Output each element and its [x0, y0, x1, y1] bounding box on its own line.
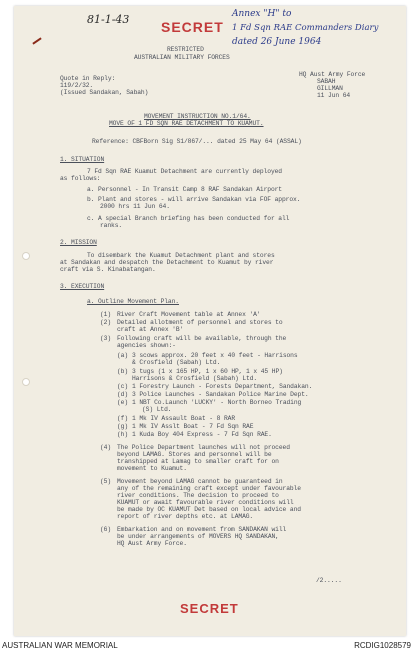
item-4-number: (4)	[100, 444, 112, 451]
item-4-line-1: The Police Department launches will not proceed	[117, 444, 290, 451]
item-6-number: (6)	[100, 526, 112, 533]
item-3e-line-1: 1 NBT Co.Launch 'LUCKY' - North Borneo Trading	[132, 399, 302, 406]
item-3-line-1: Following craft will be available, through the	[117, 335, 287, 342]
quote-label: Quote in Reply:	[60, 75, 116, 82]
item-2-line-1: Detailed allotment of personnel and stores to	[117, 319, 283, 326]
restricted-mark: RESTRICTED	[167, 46, 204, 53]
item-3e-line-2: (S) Ltd.	[142, 406, 172, 413]
page-continuation: /2.....	[316, 577, 342, 584]
punch-hole-bottom	[22, 378, 30, 386]
item-3c-number: (c)	[117, 383, 129, 390]
section-1-intro-2: as follows:	[60, 175, 101, 182]
item-5-line-6: report of river depths etc. at LAMAG.	[117, 513, 254, 520]
title-line-2: MOVE OF 1 FD SQN RAE DETACHMENT TO KUAMUT.	[109, 120, 264, 127]
hq-date: 11 Jun 64	[317, 92, 351, 99]
item-6-line-2: be under arrangements of MOVERS HQ SANDAKAN,	[117, 533, 279, 540]
item-5-line-3: river conditions. The decision to proceed to	[117, 492, 279, 499]
item-3f-number: (f)	[117, 415, 129, 422]
quote-place: (Issued Sandakan, Sabah)	[60, 89, 149, 96]
item-3d-number: (d)	[117, 391, 129, 398]
section-2-line-3: craft via S. Kinabatangan.	[60, 266, 156, 273]
item-2-line-2: craft at Annex 'B'	[117, 326, 184, 333]
section-1-item-b-2: 2000 hrs 11 Jun 64.	[100, 203, 170, 210]
item-3a-line-2: & Crosfield (Sabah) Ltd.	[132, 359, 221, 366]
section-1-item-c-2: ranks.	[100, 222, 123, 229]
annex-annotation: Annex "H" to	[232, 9, 292, 19]
item-3-line-2: agencies shown:-	[117, 342, 176, 349]
staple-mark	[32, 37, 41, 44]
item-6-line-1: Embarkation and on movement from SANDAKAN will	[117, 526, 287, 533]
dated-annotation: dated 26 June 1964	[232, 37, 322, 47]
section-2-line-2: at Sandakan and despatch the Detachment to Kuamut by river	[60, 259, 274, 266]
hq-line-1: HQ Aust Army Force	[299, 71, 366, 78]
item-3h-number: (h)	[117, 431, 129, 438]
item-3e-number: (e)	[117, 399, 129, 406]
item-4-line-3: transhipped at Lamag to smaller craft for on	[117, 458, 279, 465]
item-5-line-5: be made by OC KUAMUT Det based on local advice and	[117, 506, 301, 513]
footer-archive-name: AUSTRALIAN WAR MEMORIAL	[2, 641, 118, 650]
section-1-item-a: a. Personnel - In Transit Camp 8 RAF Sandakan Airport	[87, 186, 282, 193]
corner-reference: 81-1-43	[87, 13, 130, 26]
item-1-number: (1)	[100, 311, 112, 318]
section-1-title: 1. SITUATION	[60, 156, 105, 163]
item-3a-number: (a)	[117, 352, 129, 359]
item-3c-line-1: 1 Forestry Launch - Forests Department, Sandakan.	[132, 383, 313, 390]
section-1-intro-1: 7 Fd Sqn RAE Kuamut Detachment are currently deployed	[87, 168, 282, 175]
document-page	[14, 6, 406, 636]
organisation: AUSTRALIAN MILITARY FORCES	[134, 54, 230, 61]
item-1-line-1: River Craft Movement table at Annex 'A'	[117, 311, 261, 318]
item-5-line-4: KUAMUT or await favourable river conditions will	[117, 499, 294, 506]
item-4-line-2: beyond LAMAG. Stores and personnel will be	[117, 451, 272, 458]
item-3b-line-1: 3 tugs (1 x 165 HP, 1 x 60 HP, 1 x 45 HP)	[132, 368, 283, 375]
item-5-line-1: Movement beyond LAMAG cannot be guaranteed in	[117, 478, 283, 485]
item-3g-number: (g)	[117, 423, 129, 430]
outline-movement-plan: a. Outline Movement Plan.	[87, 298, 179, 305]
item-3f-line-1: 1 Mk IV Assault Boat - 8 RAR	[132, 415, 236, 422]
classification-top: SECRET	[161, 19, 224, 35]
item-6-line-3: HQ Aust Army Force.	[117, 540, 187, 547]
section-1-item-b-1: b. Plant and stores - will arrive Sandakan via FOF approx.	[87, 196, 301, 203]
section-3-title: 3. EXECUTION	[60, 283, 105, 290]
section-2-title: 2. MISSION	[60, 239, 97, 246]
section-2-line-1: To disembark the Kuamut Detachment plant and stores	[87, 252, 275, 259]
item-3d-line-1: 3 Police Launches - Sandakan Police Marine Dept.	[132, 391, 309, 398]
hq-line-2: SABAH	[317, 78, 336, 85]
title-line-1: MOVEMENT INSTRUCTION NO.1/64.	[144, 113, 251, 120]
item-3b-number: (b)	[117, 368, 129, 375]
item-3-number: (3)	[100, 335, 112, 342]
item-3a-line-1: 3 scows approx. 20 feet x 40 feet - Harrisons	[132, 352, 298, 359]
item-3h-line-1: 1 Kuda Boy 404 Express - 7 Fd Sqn RAE.	[132, 431, 272, 438]
section-1-item-c-1: c. A special Branch briefing has been conducted for all	[87, 215, 290, 222]
footer-record-id: RCDIG1028579	[354, 641, 411, 650]
item-3b-line-2: Harrisons & Crosfield (Sabah) Ltd.	[132, 375, 258, 382]
unit-annotation: 1 Fd Sqn RAE Commanders Diary	[232, 23, 379, 33]
item-3g-line-1: 1 Mk IV Asslt Boat - 7 Fd Sqn RAE	[132, 423, 254, 430]
classification-bottom: SECRET	[180, 601, 239, 616]
punch-hole-top	[22, 252, 30, 260]
item-5-number: (5)	[100, 478, 112, 485]
quote-reference: 119/2/32.	[60, 82, 94, 89]
reference-line: Reference: CBFBorn Sig S1/867/... dated 25 May 64 (ASSAL)	[92, 138, 302, 145]
item-4-line-4: movement to Kuamut.	[117, 465, 187, 472]
item-5-line-2: any of the remaining craft except under favourable	[117, 485, 301, 492]
item-2-number: (2)	[100, 319, 112, 326]
hq-line-3: GILLMAN	[317, 85, 343, 92]
